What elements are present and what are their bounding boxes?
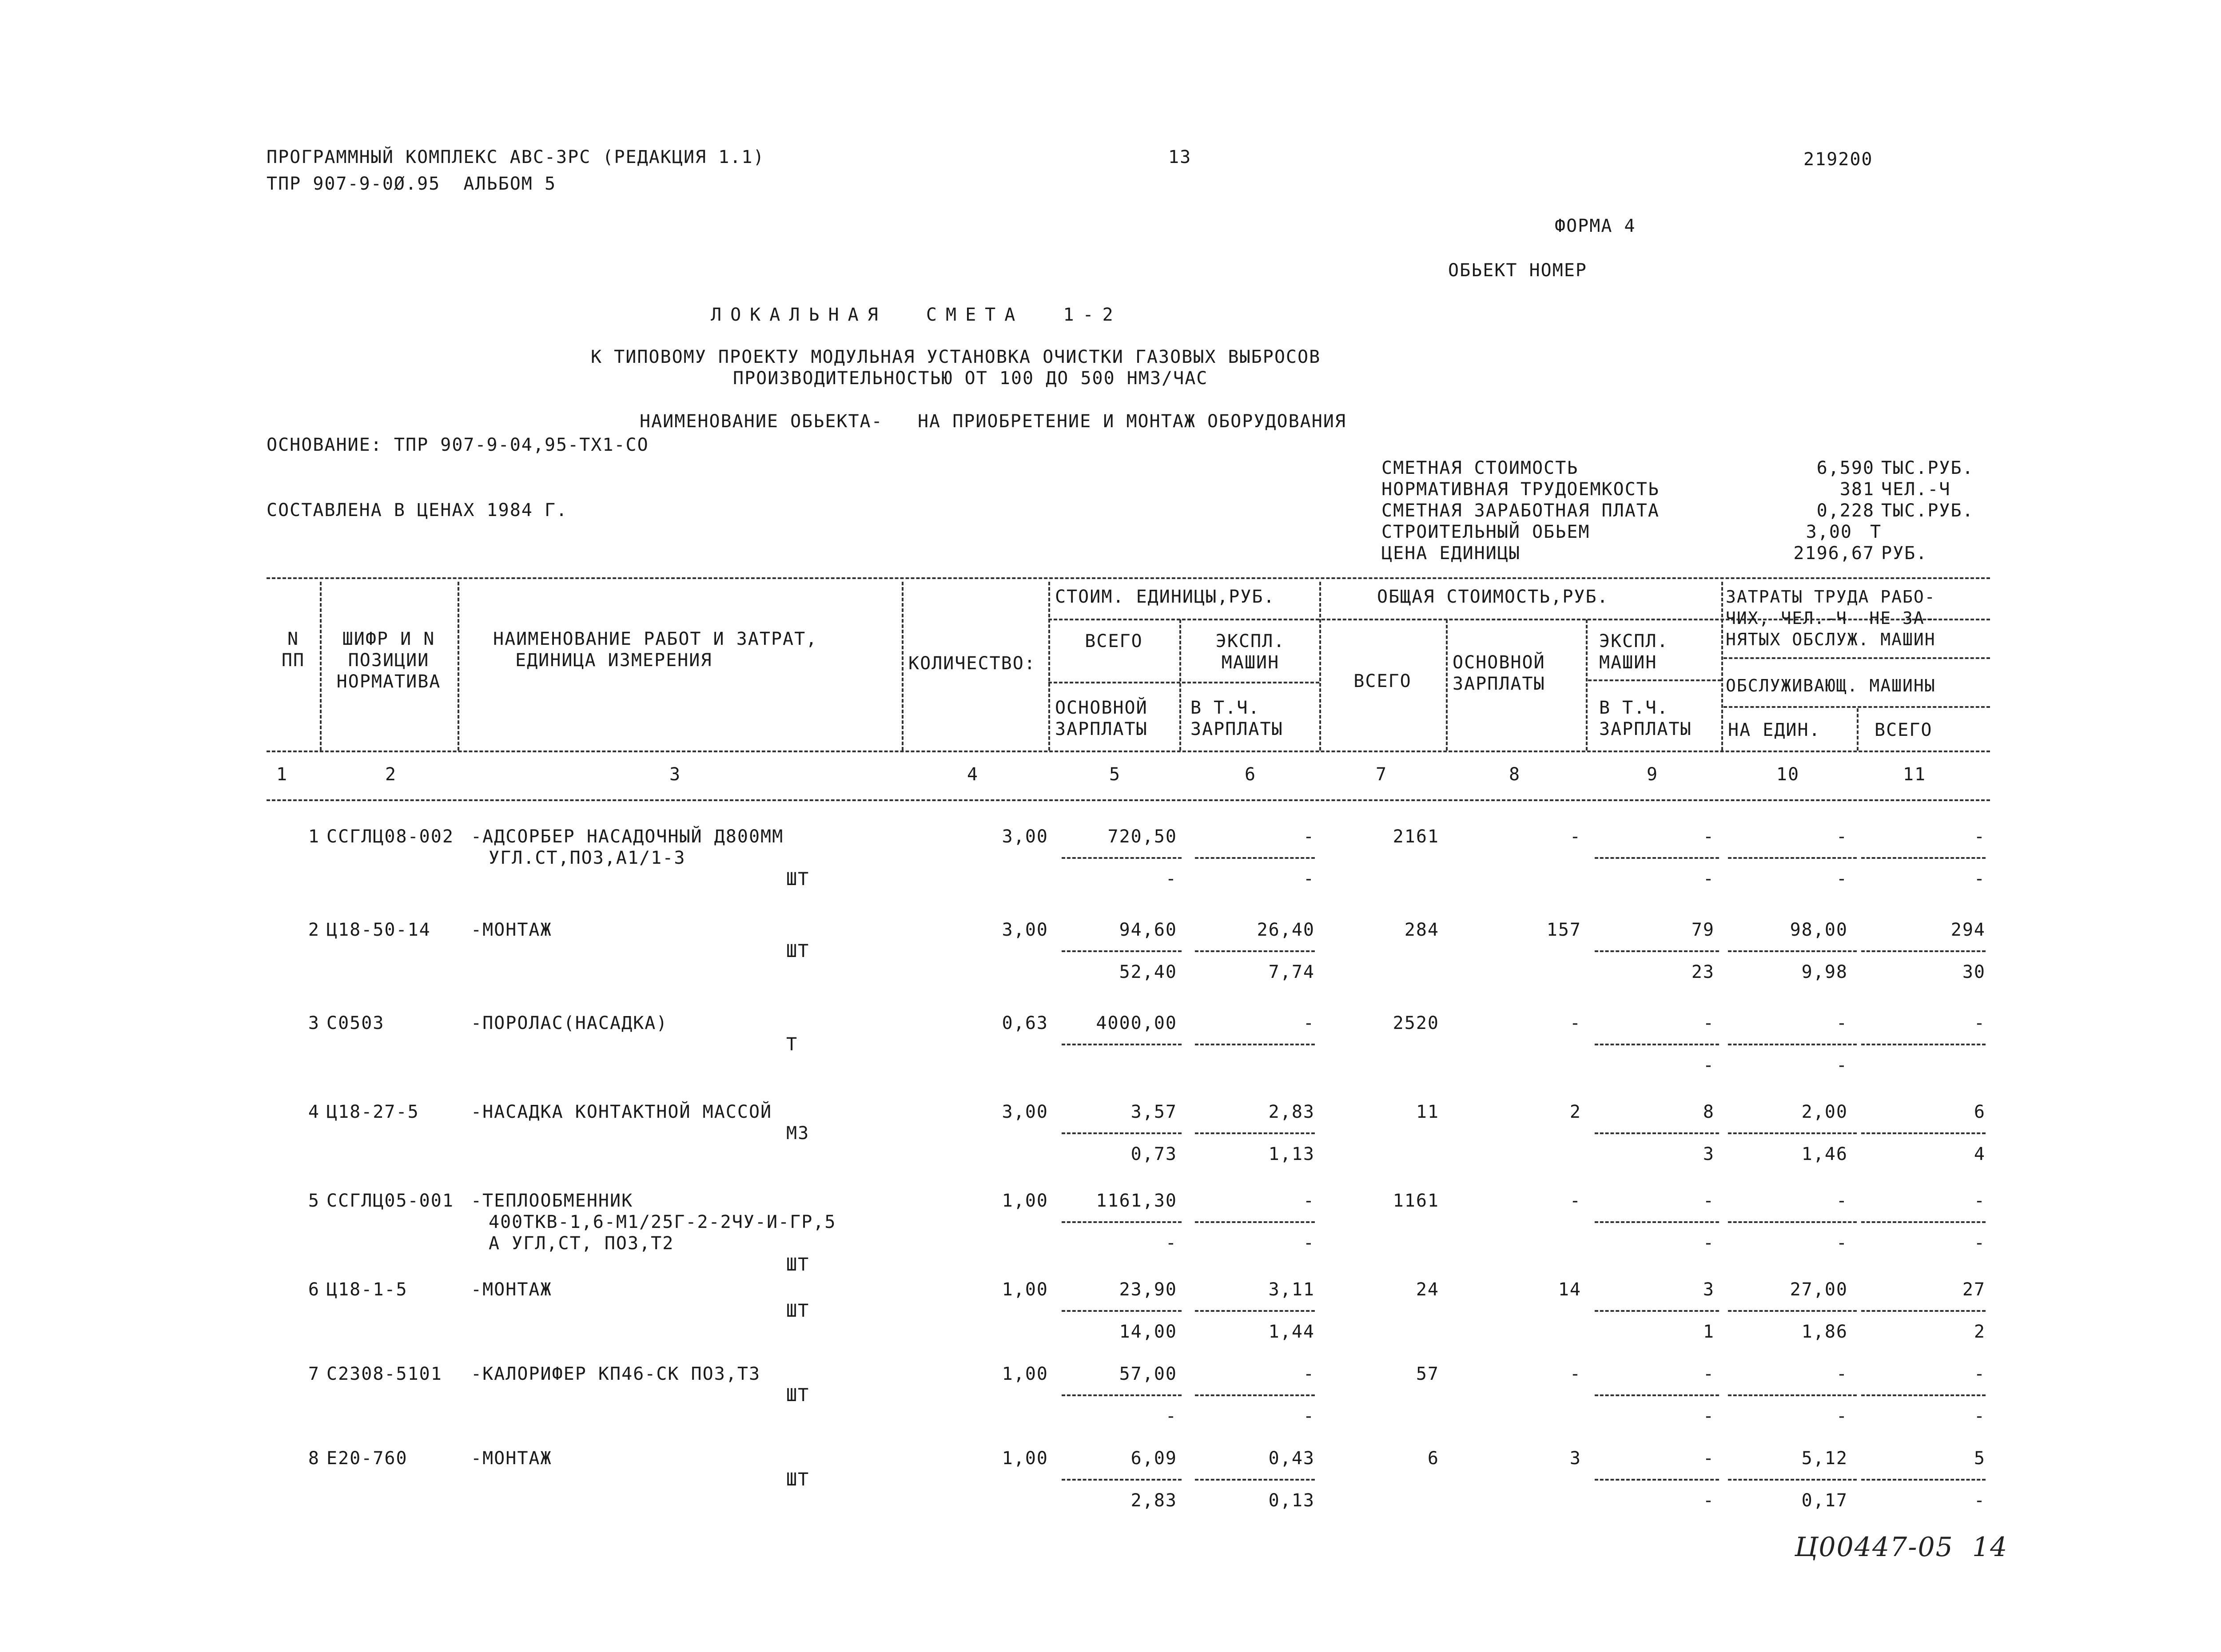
row-quantity: 1,00	[1002, 1279, 1048, 1300]
row-rule	[1861, 1394, 1986, 1396]
document-number: 219200	[1803, 149, 1873, 170]
row-rule	[1728, 1479, 1857, 1481]
row-rule	[1595, 1310, 1719, 1312]
summary-value: 0,228	[1816, 500, 1875, 521]
row-name: -НАСАДКА КОНТАКТНОЙ МАССОЙ	[471, 1102, 772, 1122]
row-unit-cost-total: 1161,30	[1096, 1191, 1177, 1211]
row-labor-total: 294	[1950, 920, 1986, 940]
column-number: 4	[967, 764, 979, 785]
row-machines-total: -	[1703, 1364, 1715, 1384]
row-unit-cost-total: 4000,00	[1096, 1013, 1177, 1033]
row-unit-cost-total: 3,57	[1130, 1102, 1177, 1122]
col6-sub-header: ЗАРПЛАТЫ	[1190, 719, 1283, 739]
row-quantity: 3,00	[1002, 920, 1048, 940]
row-rule	[1728, 1044, 1857, 1045]
row-quantity: 1,00	[1002, 1191, 1048, 1211]
row-wage-total: 2	[1569, 1102, 1581, 1122]
col-divider	[320, 582, 322, 751]
basis: ОСНОВАНИЕ: ТПР 907-9-04,95-ТХ1-СО	[267, 435, 649, 455]
row-rule	[1595, 857, 1719, 859]
row-rule	[1595, 950, 1719, 952]
row-code: С2308-5101	[326, 1364, 442, 1384]
col3-header: ЕДИНИЦА ИЗМЕРЕНИЯ	[515, 650, 712, 671]
row-unit-machine-wage: 1,13	[1268, 1144, 1315, 1164]
row-operator-total: -	[1974, 1233, 1986, 1253]
row-code: ССГЛЦ05-001	[326, 1191, 454, 1211]
row-machine-wage-total: 3	[1703, 1144, 1715, 1164]
labor-header: ОБСЛУЖИВАЮЩ. МАШИНЫ	[1726, 676, 1936, 695]
row-number: 6	[308, 1279, 320, 1300]
labor-mid-rule-2	[1723, 706, 1990, 708]
row-name: -МОНТАЖ	[471, 920, 552, 940]
object-number-label: ОБЬЕКТ НОМЕР	[1448, 260, 1587, 281]
row-unit-machine-wage: 0,13	[1268, 1490, 1315, 1511]
col5-sub-header: ОСНОВНОЙ	[1055, 698, 1148, 718]
row-number: 4	[308, 1102, 320, 1122]
row-name: А УГЛ,СТ, ПО3,Т2	[489, 1233, 674, 1254]
project-album: ТПР 907-9-0Ø.95 АЛЬБОМ 5	[267, 174, 557, 194]
row-code: Ц18-50-14	[326, 920, 431, 940]
row-labor-total: 6	[1974, 1102, 1986, 1122]
row-rule	[1861, 1479, 1986, 1481]
summary-value: 3,00	[1806, 522, 1852, 542]
row-name: 400ТКВ-1,6-М1/25Г-2-2ЧУ-И-ГР,5	[489, 1212, 836, 1232]
summary-label: НОРМАТИВНАЯ ТРУДОЕМКОСТЬ	[1381, 479, 1660, 500]
row-unit-wage: 14,00	[1119, 1322, 1177, 1342]
row-unit: ШТ	[786, 1385, 810, 1406]
row-labor-total: -	[1974, 1013, 1986, 1033]
row-rule	[1728, 1221, 1857, 1223]
row-rule	[1195, 1132, 1315, 1134]
row-unit-cost-machines: 3,11	[1268, 1279, 1315, 1300]
col2-header: НОРМАТИВА	[336, 671, 441, 692]
summary-unit: РУБ.	[1881, 543, 1928, 564]
col2-header: ПОЗИЦИИ	[348, 650, 430, 671]
summary-unit: ТЫС.РУБ.	[1881, 500, 1974, 521]
row-code: ССГЛЦ08-002	[326, 826, 454, 847]
summary-label: СМЕТНАЯ ЗАРАБОТНАЯ ПЛАТА	[1381, 500, 1660, 521]
unit-cost-mid-rule	[1048, 682, 1319, 683]
col6-header: ЭКСПЛ.	[1215, 631, 1286, 651]
column-number: 7	[1375, 764, 1388, 785]
row-machines-total: 79	[1691, 920, 1715, 940]
row-rule	[1195, 1479, 1315, 1481]
row-quantity: 1,00	[1002, 1364, 1048, 1384]
row-unit: М3	[786, 1123, 810, 1144]
row-unit-machine-wage: -	[1303, 1406, 1315, 1426]
col9-header: В Т.Ч.	[1599, 698, 1669, 718]
header-bottom-rule	[267, 751, 1990, 752]
col1-header: ПП	[281, 650, 305, 671]
row-code: Ц18-27-5	[326, 1102, 419, 1122]
row-total: 6	[1427, 1448, 1439, 1469]
row-rule	[1595, 1479, 1719, 1481]
row-total: 11	[1416, 1102, 1439, 1122]
row-rule	[1062, 950, 1182, 952]
title-line-1: К ТИПОВОМУ ПРОЕКТУ МОДУЛЬНАЯ УСТАНОВКА ОЧИСТКИ ГАЗОВЫХ ВЫБРОСОВ	[591, 347, 1321, 367]
row-name: -МОНТАЖ	[471, 1448, 552, 1469]
labor-mid-rule-1	[1723, 657, 1990, 659]
row-operator-per-unit: -	[1836, 1055, 1848, 1076]
row-unit-wage: 52,40	[1119, 962, 1177, 982]
row-wage-total: 157	[1546, 920, 1581, 940]
row-code: Ц18-1-5	[326, 1279, 408, 1300]
row-machines-total: 3	[1703, 1279, 1715, 1300]
col-divider	[1048, 582, 1050, 751]
row-operator-per-unit: -	[1836, 869, 1848, 889]
row-rule	[1195, 1394, 1315, 1396]
summary-unit: ЧЕЛ.-Ч	[1881, 479, 1951, 500]
row-unit: Т	[786, 1034, 798, 1055]
row-labor-per-unit: -	[1836, 1013, 1848, 1033]
col-divider	[458, 582, 459, 751]
row-labor-total: -	[1974, 1191, 1986, 1211]
col-divider	[1721, 582, 1723, 751]
row-unit-wage: -	[1165, 869, 1177, 889]
summary-value: 2196,67	[1793, 543, 1875, 564]
col4-header: КОЛИЧЕСТВО:	[908, 653, 1036, 674]
row-unit-cost-total: 23,90	[1119, 1279, 1177, 1300]
col9-header: ЗАРПЛАТЫ	[1599, 719, 1692, 739]
col-divider	[1586, 620, 1588, 751]
row-wage-total: -	[1569, 1191, 1581, 1211]
row-labor-per-unit: 5,12	[1801, 1448, 1848, 1469]
column-number: 10	[1776, 764, 1800, 785]
row-total: 57	[1416, 1364, 1439, 1384]
row-operator-per-unit: 1,86	[1801, 1322, 1848, 1342]
row-labor-per-unit: 27,00	[1790, 1279, 1848, 1300]
row-operator-total: -	[1974, 1490, 1986, 1511]
row-name: -ТЕПЛООБМЕННИК	[471, 1191, 633, 1211]
column-number: 8	[1509, 764, 1521, 785]
row-operator-per-unit: -	[1836, 1233, 1848, 1253]
row-unit-cost-total: 94,60	[1119, 920, 1177, 940]
row-rule	[1062, 1479, 1182, 1481]
col-divider	[1446, 620, 1448, 751]
labor-header: ЧИХ, ЧЕЛ.-Ч НЕ ЗА-	[1726, 608, 1936, 628]
row-total: 24	[1416, 1279, 1439, 1300]
column-number: 11	[1903, 764, 1926, 785]
col9-header: ЭКСПЛ.	[1599, 631, 1669, 651]
row-unit-cost-machines: -	[1303, 826, 1315, 847]
row-rule	[1728, 857, 1857, 859]
row-rule	[1861, 950, 1986, 952]
column-number: 5	[1109, 764, 1121, 785]
row-rule	[1195, 1221, 1315, 1223]
row-name: -ПОРОЛАС(НАСАДКА)	[471, 1013, 668, 1033]
summary-unit: ТЫС.РУБ.	[1881, 458, 1974, 478]
row-rule	[1062, 1394, 1182, 1396]
row-unit-cost-machines: 0,43	[1268, 1448, 1315, 1469]
row-name: -АДСОРБЕР НАСАДОЧНЫЙ Д800ММ	[471, 826, 784, 847]
row-operator-total: -	[1974, 1406, 1986, 1426]
row-rule	[1595, 1132, 1719, 1134]
row-rule	[1595, 1394, 1719, 1396]
row-unit-wage: 2,83	[1130, 1490, 1177, 1511]
row-wage-total: -	[1569, 1364, 1581, 1384]
total-cost-header: ОБЩАЯ СТОИМОСТЬ,РУБ.	[1377, 587, 1609, 607]
row-unit: ШТ	[786, 1469, 810, 1490]
labor-header: ЗАТРАТЫ ТРУДА РАБО-	[1726, 587, 1936, 607]
row-machines-total: 8	[1703, 1102, 1715, 1122]
column-number: 2	[385, 764, 397, 785]
row-rule	[1062, 1310, 1182, 1312]
row-total: 284	[1404, 920, 1439, 940]
form-label: ФОРМА 4	[1555, 216, 1636, 236]
row-operator-per-unit: 1,46	[1801, 1144, 1848, 1164]
price-basis: СОСТАВЛЕНА В ЦЕНАХ 1984 Г.	[267, 500, 568, 520]
row-operator-per-unit: -	[1836, 1406, 1848, 1426]
row-labor-total: -	[1974, 1364, 1986, 1384]
row-number: 7	[308, 1364, 320, 1384]
row-machines-total: -	[1703, 1191, 1715, 1211]
row-operator-total: 30	[1962, 962, 1986, 982]
summary-label: ЦЕНА ЕДИНИЦЫ	[1381, 543, 1520, 564]
row-rule	[1728, 950, 1857, 952]
row-machine-wage-total: -	[1703, 1233, 1715, 1253]
row-unit: ШТ	[786, 869, 810, 890]
row-rule	[1861, 1310, 1986, 1312]
row-rule	[1062, 857, 1182, 859]
row-code: С0503	[326, 1013, 385, 1033]
summary-label: СТРОИТЕЛЬНЫЙ ОБЬЕМ	[1381, 522, 1590, 542]
col10-header: НА ЕДИН.	[1728, 720, 1821, 740]
row-rule	[1062, 1044, 1182, 1045]
row-rule	[1595, 1044, 1719, 1045]
col-divider	[1857, 708, 1859, 751]
row-wage-total: -	[1569, 826, 1581, 847]
row-name: -МОНТАЖ	[471, 1279, 552, 1300]
row-total: 2161	[1393, 826, 1439, 847]
row-rule	[1861, 1044, 1986, 1045]
row-total: 2520	[1393, 1013, 1439, 1033]
row-rule	[1728, 1310, 1857, 1312]
row-machines-total: -	[1703, 1013, 1715, 1033]
row-machine-wage-total: 23	[1691, 962, 1715, 982]
row-labor-per-unit: -	[1836, 1364, 1848, 1384]
row-rule	[1062, 1132, 1182, 1134]
row-number: 8	[308, 1448, 320, 1469]
row-rule	[1728, 1132, 1857, 1134]
row-unit-cost-total: 57,00	[1119, 1364, 1177, 1384]
col8-header: ЗАРПЛАТЫ	[1453, 674, 1545, 694]
row-labor-total: 27	[1962, 1279, 1986, 1300]
row-number: 3	[308, 1013, 320, 1033]
column-number: 9	[1646, 764, 1659, 785]
col9-header: МАШИН	[1599, 652, 1657, 673]
row-wage-total: 3	[1569, 1448, 1581, 1469]
table-top-rule	[267, 577, 1990, 579]
row-unit-cost-machines: -	[1303, 1364, 1315, 1384]
row-unit-cost-machines: -	[1303, 1191, 1315, 1211]
row-unit-machine-wage: -	[1303, 869, 1315, 889]
col-divider	[902, 582, 904, 751]
row-rule	[1728, 1394, 1857, 1396]
summary-value: 6,590	[1816, 458, 1875, 478]
row-quantity: 0,63	[1002, 1013, 1048, 1033]
labor-header: НЯТЫХ ОБСЛУЖ. МАШИН	[1726, 630, 1936, 649]
row-operator-total: 4	[1974, 1144, 1986, 1164]
estimate-title: ЛОКАЛЬНАЯ СМЕТА 1-2	[711, 305, 1122, 325]
row-unit-cost-machines: -	[1303, 1013, 1315, 1033]
col6-header: МАШИН	[1221, 652, 1280, 673]
row-unit-wage: 0,73	[1130, 1144, 1177, 1164]
row-machine-wage-total: -	[1703, 1055, 1715, 1076]
row-rule	[1861, 857, 1986, 859]
row-machines-total: -	[1703, 826, 1715, 847]
row-unit-wage: -	[1165, 1406, 1177, 1426]
row-unit: ШТ	[786, 1301, 810, 1321]
program-name: ПРОГРАММНЫЙ КОМПЛЕКС АВС-3РС (РЕДАКЦИЯ 1.1)	[267, 147, 765, 167]
col6-sub-header: В Т.Ч.	[1190, 698, 1260, 718]
row-machine-wage-total: -	[1703, 869, 1715, 889]
row-total: 1161	[1393, 1191, 1439, 1211]
row-operator-total: 2	[1974, 1322, 1986, 1342]
row-labor-total: 5	[1974, 1448, 1986, 1469]
unit-cost-header: СТОИМ. ЕДИНИЦЫ,РУБ.	[1055, 587, 1275, 607]
row-rule	[1195, 857, 1315, 859]
column-number: 3	[669, 764, 681, 785]
summary-unit: Т	[1870, 522, 1882, 542]
row-unit-cost-total: 6,09	[1130, 1448, 1177, 1469]
col7-header: ВСЕГО	[1353, 671, 1412, 691]
row-quantity: 3,00	[1002, 1102, 1048, 1122]
summary-value: 381	[1839, 479, 1875, 500]
object-name: НАИМЕНОВАНИЕ ОБЬЕКТА- НА ПРИОБРЕТЕНИЕ И МОНТАЖ ОБОРУДОВАНИЯ	[640, 411, 1347, 432]
row-rule	[1195, 1310, 1315, 1312]
summary-label: СМЕТНАЯ СТОИМОСТЬ	[1381, 458, 1579, 478]
col1-header: N	[287, 629, 299, 649]
row-number: 5	[308, 1191, 320, 1211]
row-unit-cost-total: 720,50	[1107, 826, 1177, 847]
row-labor-per-unit: 98,00	[1790, 920, 1848, 940]
row-rule	[1861, 1132, 1986, 1134]
row-unit-cost-machines: 2,83	[1268, 1102, 1315, 1122]
row-rule	[1595, 1221, 1719, 1223]
col2-header: ШИФР И N	[342, 629, 435, 649]
title-line-2: ПРОИЗВОДИТЕЛЬНОСТЬЮ ОТ 100 ДО 500 НМ3/ЧАС	[733, 368, 1208, 389]
row-wage-total: 14	[1558, 1279, 1581, 1300]
column-number: 6	[1244, 764, 1257, 785]
column-number: 1	[276, 764, 288, 785]
row-quantity: 1,00	[1002, 1448, 1048, 1469]
row-operator-per-unit: 9,98	[1801, 962, 1848, 982]
col-divider	[1179, 620, 1181, 751]
row-unit-machine-wage: 1,44	[1268, 1322, 1315, 1342]
row-labor-per-unit: 2,00	[1801, 1102, 1848, 1122]
row-name: УГЛ.СТ,ПО3,А1/1-3	[489, 848, 686, 868]
row-machine-wage-total: 1	[1703, 1322, 1715, 1342]
row-labor-total: -	[1974, 826, 1986, 847]
row-rule	[1195, 1044, 1315, 1045]
row-machine-wage-total: -	[1703, 1490, 1715, 1511]
row-quantity: 3,00	[1002, 826, 1048, 847]
row-number: 1	[308, 826, 320, 847]
col5-header: ВСЕГО	[1085, 631, 1143, 651]
col8-header: ОСНОВНОЙ	[1453, 652, 1545, 673]
row-rule	[1861, 1221, 1986, 1223]
row-unit-machine-wage: -	[1303, 1233, 1315, 1253]
col11-header: ВСЕГО	[1875, 720, 1933, 740]
row-unit: ШТ	[786, 1255, 810, 1275]
row-unit-cost-machines: 26,40	[1257, 920, 1315, 940]
row-operator-per-unit: 0,17	[1801, 1490, 1848, 1511]
row-labor-per-unit: -	[1836, 1191, 1848, 1211]
page-number: 13	[1168, 147, 1192, 167]
numbers-bottom-rule	[267, 799, 1990, 801]
machine-mid-rule	[1588, 679, 1721, 681]
row-unit: ШТ	[786, 941, 810, 961]
row-unit-wage: -	[1165, 1233, 1177, 1253]
row-name: -КАЛОРИФЕР КП46-СК ПО3,Т3	[471, 1364, 761, 1384]
handwritten-number: Ц00447-05 14	[1795, 1532, 2008, 1563]
col3-header: НАИМЕНОВАНИЕ РАБОТ И ЗАТРАТ,	[493, 629, 818, 649]
row-wage-total: -	[1569, 1013, 1581, 1033]
col-divider	[1319, 582, 1321, 751]
row-machines-total: -	[1703, 1448, 1715, 1469]
unit-cost-sub-rule	[1048, 619, 1319, 620]
row-operator-total: -	[1974, 869, 1986, 889]
row-code: Е20-760	[326, 1448, 408, 1469]
row-rule	[1195, 950, 1315, 952]
row-rule	[1062, 1221, 1182, 1223]
col5-sub-header: ЗАРПЛАТЫ	[1055, 719, 1148, 739]
row-machine-wage-total: -	[1703, 1406, 1715, 1426]
row-number: 2	[308, 920, 320, 940]
row-labor-per-unit: -	[1836, 826, 1848, 847]
row-unit-machine-wage: 7,74	[1268, 962, 1315, 982]
